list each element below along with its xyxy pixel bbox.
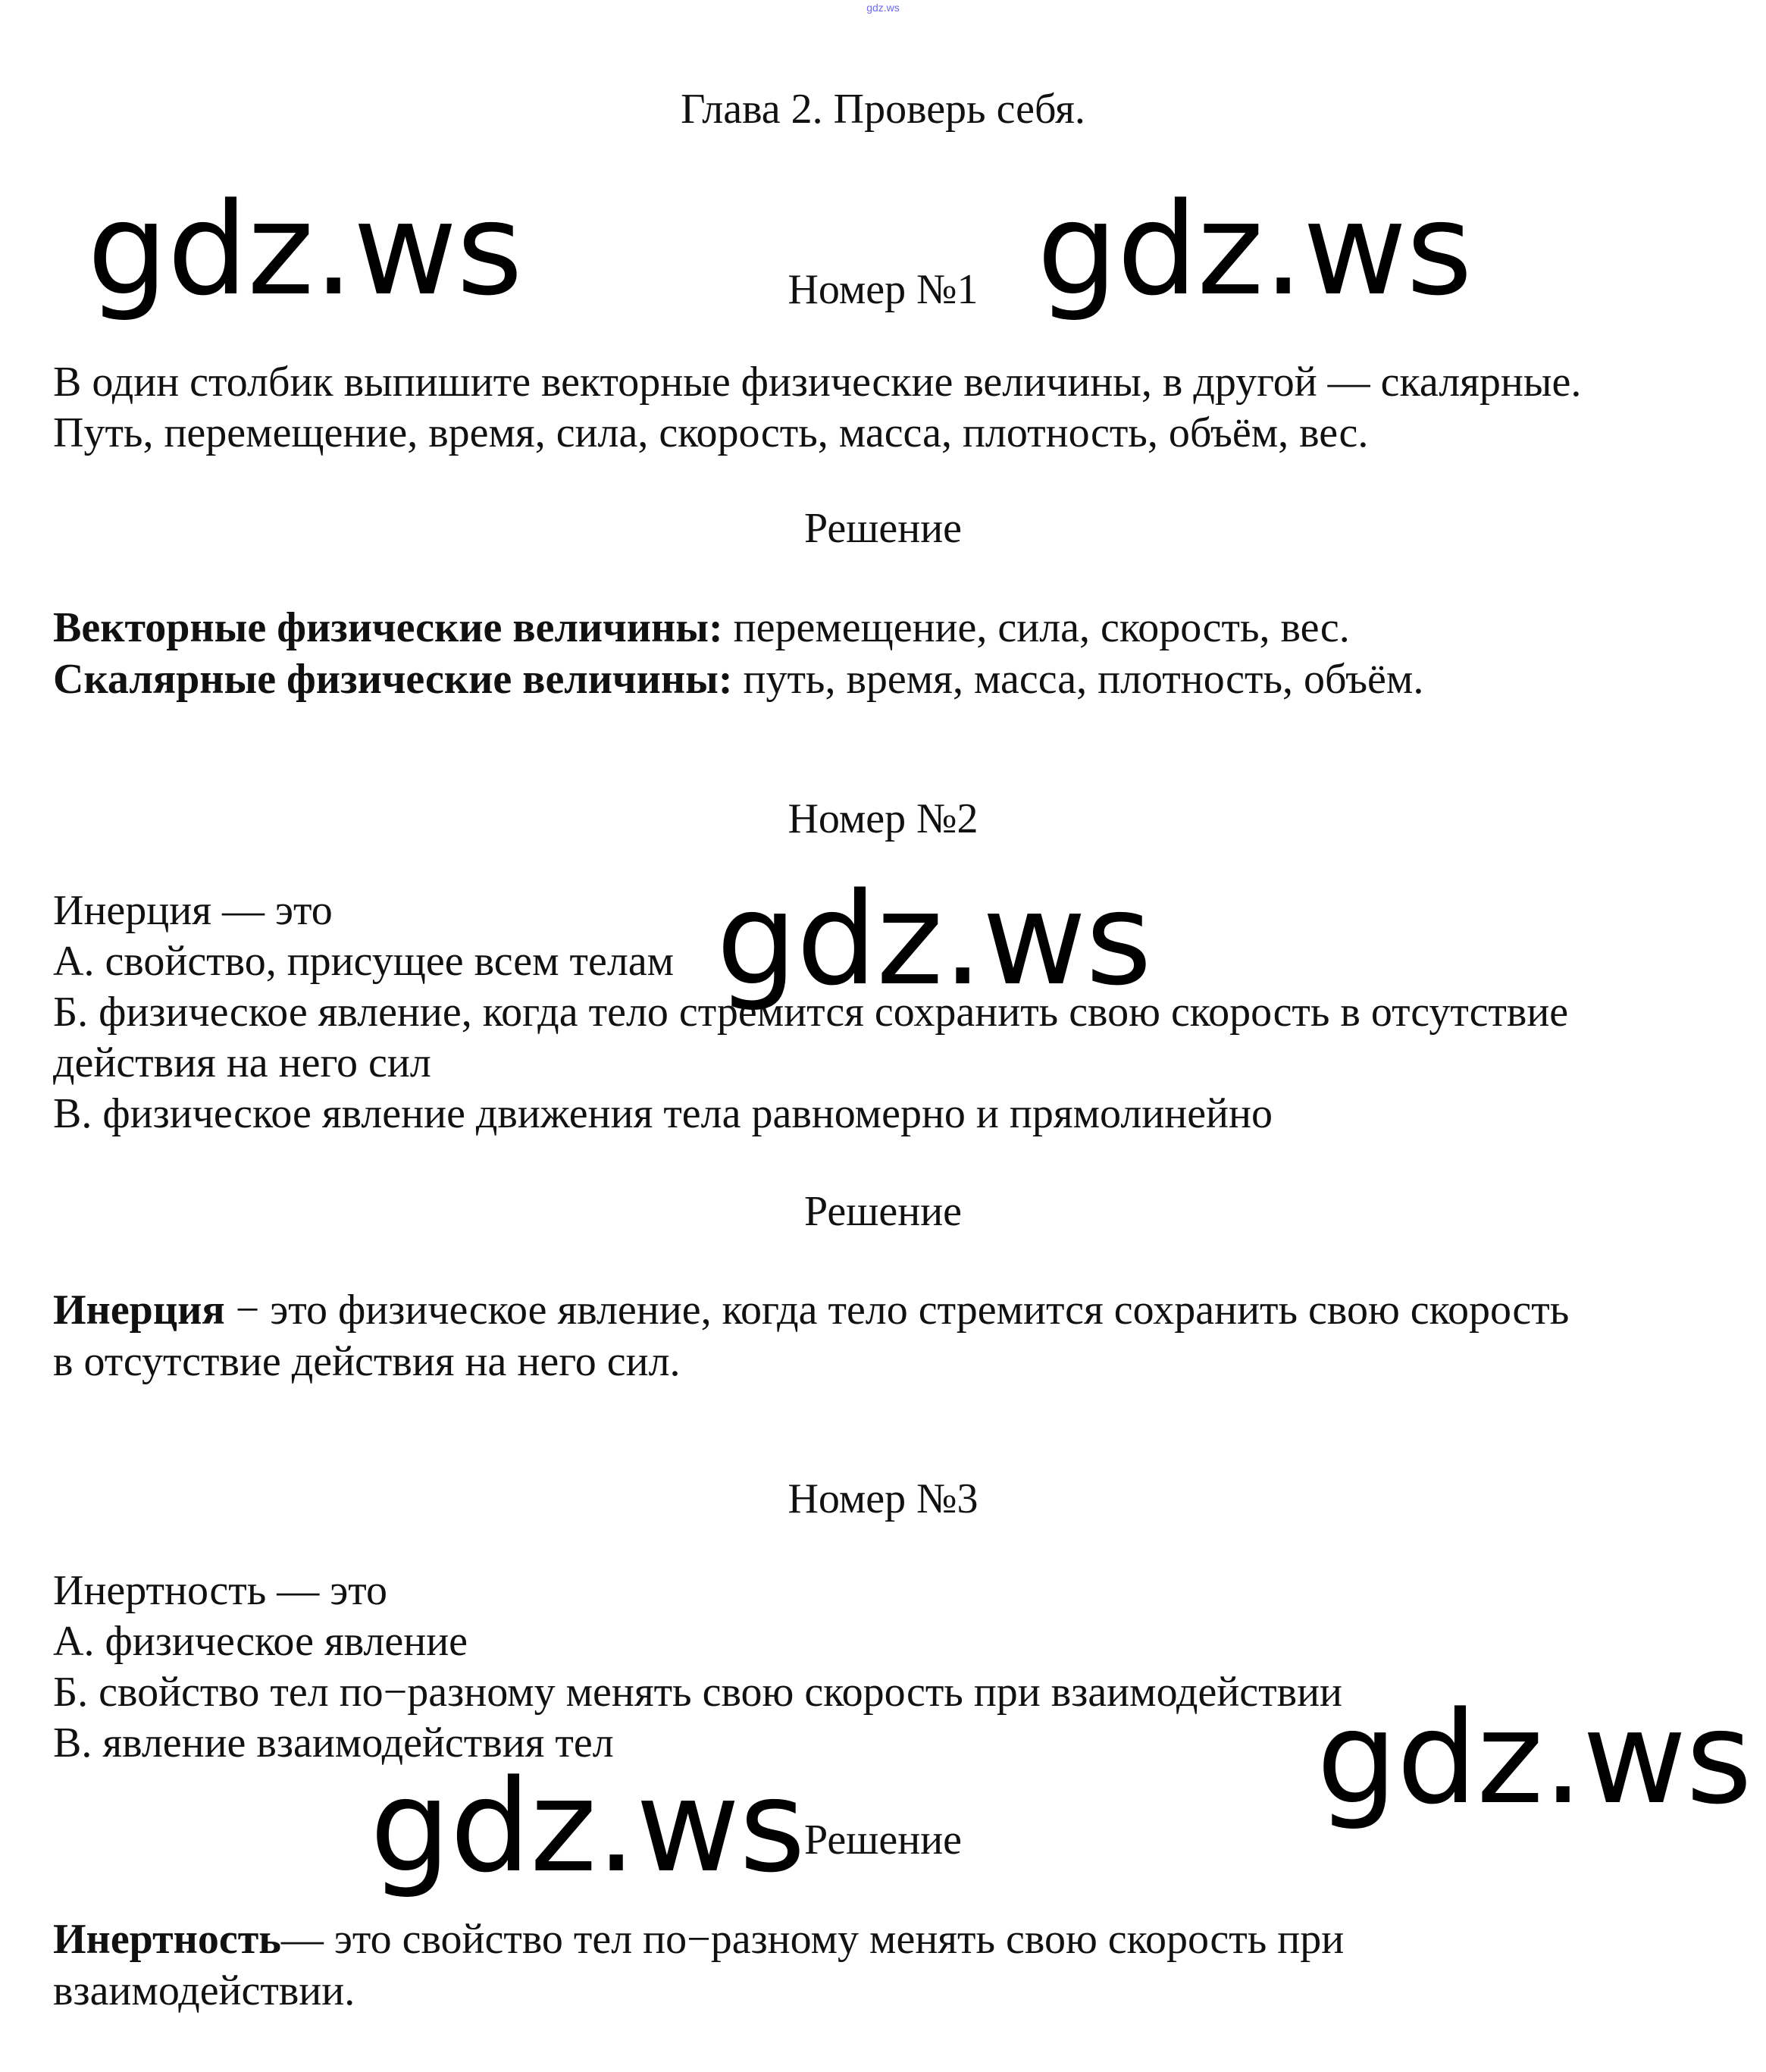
watermark-logo: gdz.ws bbox=[1037, 175, 1472, 324]
watermark-logo: gdz.ws bbox=[1317, 1684, 1752, 1832]
answer-term: Инертность bbox=[53, 1916, 281, 1963]
task-1-question-line: Путь, перемещение, время, сила, скорость, масса, плотность, объём, вес. bbox=[53, 409, 1369, 456]
task-3-answer-line bbox=[53, 1915, 1344, 1964]
task-2-solution-label: Решение bbox=[803, 1188, 963, 1235]
task-3-heading: Номер №3 bbox=[787, 1475, 979, 1522]
watermark-logo: gdz.ws bbox=[370, 1752, 805, 1901]
answer-text: в отсутствие действия на него сил. bbox=[53, 1338, 681, 1385]
watermark-logo: gdz.ws bbox=[87, 175, 522, 324]
task-2-question-line: Б. физическое явление, когда тело стремится сохранить свою скорость в отсутствие bbox=[53, 989, 1569, 1036]
task-2-question-line: В. физическое явление движения тела равномерно и прямолинейно bbox=[53, 1090, 1273, 1137]
task-2-answer-line bbox=[53, 1337, 681, 1386]
task-1-question-line: В один столбик выпишите векторные физические величины, в другой — скалярные. bbox=[53, 359, 1582, 406]
task-3-question-line: В. явление взаимодействия тел bbox=[53, 1719, 614, 1766]
top-watermark-link[interactable]: gdz.ws bbox=[866, 2, 900, 14]
task-3-question-line: Инертность — это bbox=[53, 1567, 387, 1614]
answer-text: взаимодействии. bbox=[53, 1967, 355, 2014]
task-2-heading: Номер №2 bbox=[787, 795, 979, 842]
answer-text: путь, время, масса, плотность, объём. bbox=[732, 656, 1424, 703]
task-2-question-line: действия на него сил bbox=[53, 1039, 431, 1086]
task-3-question-line: Б. свойство тел по−разному менять свою скорость при взаимодействии bbox=[53, 1669, 1342, 1716]
answer-text: перемещение, сила, скорость, вес. bbox=[722, 604, 1350, 651]
answer-term: Векторные физические величины: bbox=[53, 604, 723, 651]
answer-text: — это свойство тел по−разному менять свою скорость при bbox=[280, 1916, 1345, 1963]
task-2-question-line: Инерция — это bbox=[53, 887, 333, 934]
answer-term: Скалярные физические величины: bbox=[53, 656, 733, 703]
task-3-question-line: А. физическое явление bbox=[53, 1618, 468, 1665]
answer-term: Инерция bbox=[53, 1287, 225, 1334]
task-2-question-line: А. свойство, присущее всем телам bbox=[53, 938, 675, 985]
task-2-answer-line bbox=[53, 1286, 1569, 1334]
task-1-solution-label: Решение bbox=[803, 505, 963, 552]
task-3-solution-label: Решение bbox=[803, 1817, 963, 1864]
answer-text: − это физическое явление, когда тело стремится сохранить свою скорость bbox=[224, 1287, 1570, 1334]
task-3-answer-line bbox=[53, 1967, 355, 2015]
task-1-answer-line bbox=[53, 603, 1350, 652]
task-1-answer-line bbox=[53, 655, 1423, 704]
watermark-logo: gdz.ws bbox=[716, 865, 1151, 1014]
chapter-title: Глава 2. Проверь себя. bbox=[681, 86, 1085, 133]
task-1-heading: Номер №1 bbox=[787, 266, 979, 313]
